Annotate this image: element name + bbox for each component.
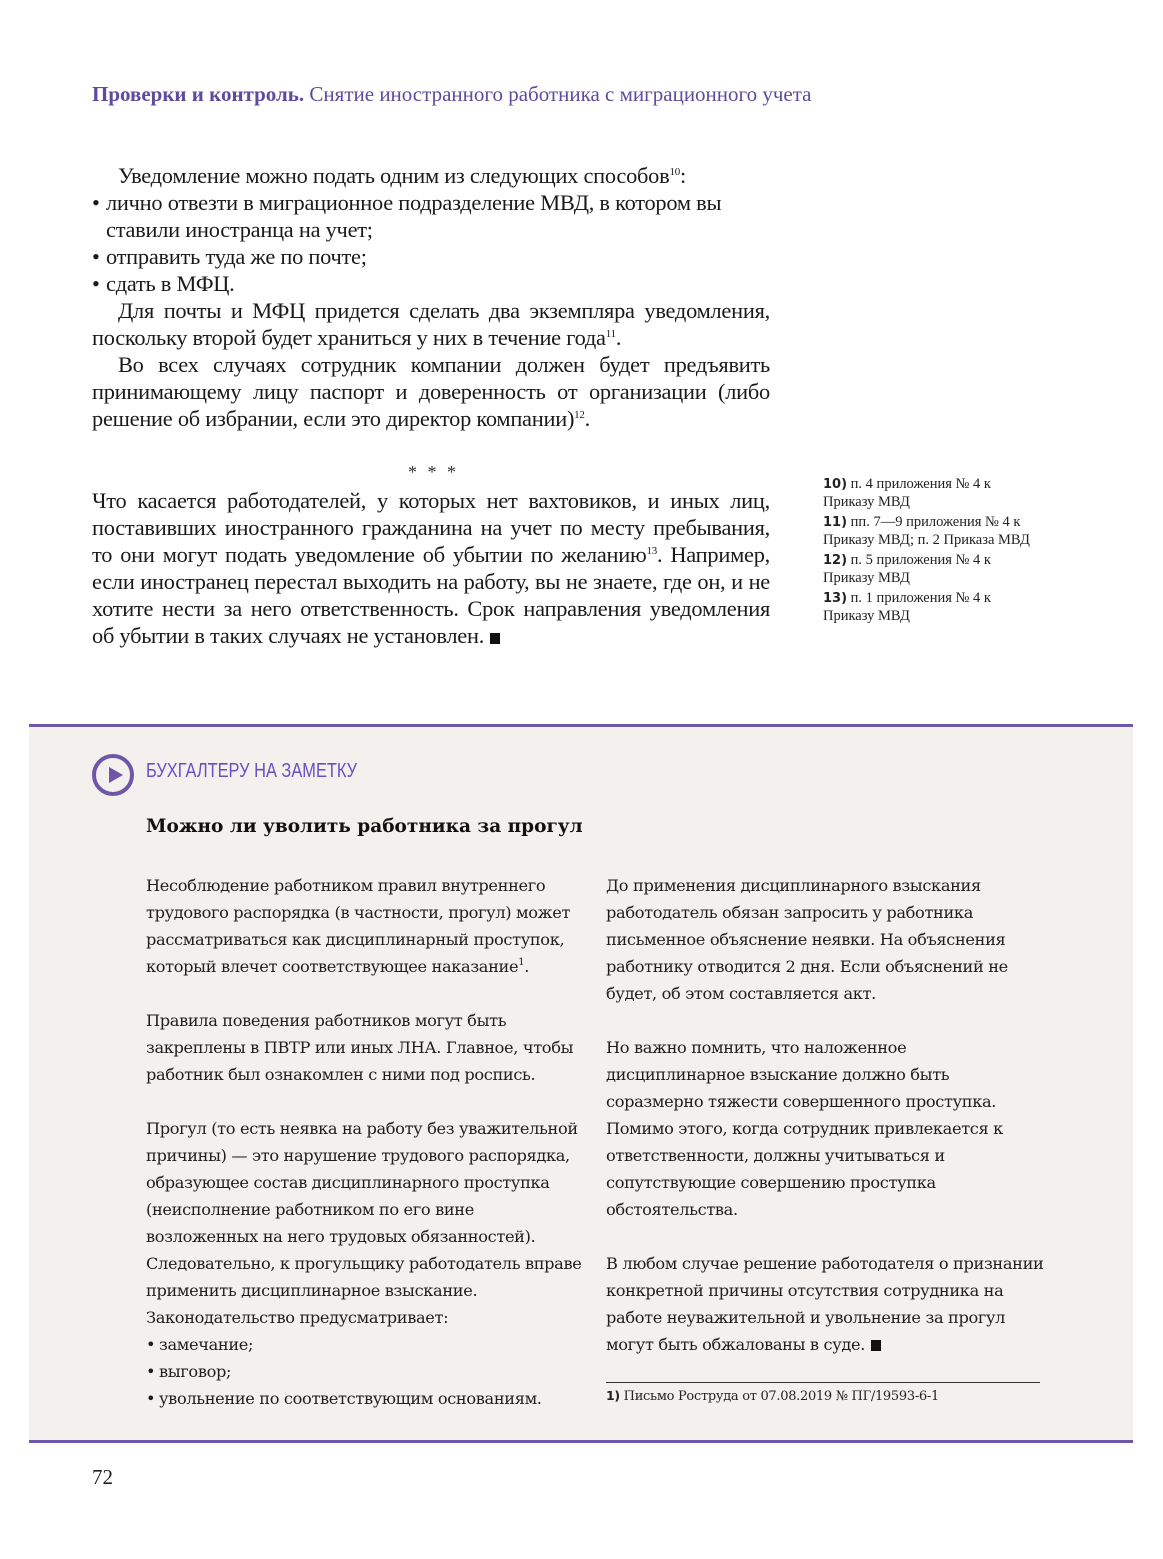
paragraph: Прогул (то есть неявка на работу без уважительной причины) — это нарушение трудового распорядка, образующее состав дисциплинарного проступка (неисполнение работником по его вине возложенных на него трудовых обязанностей). Следовательно, к прогульщику работодатель вправе применить дисциплинарное взыскание. Законодательство предусматривает: (146, 1119, 582, 1327)
footnote-ref[interactable]: 12 (574, 409, 585, 421)
running-head (92, 82, 812, 107)
footnote-ref[interactable]: 11 (605, 328, 616, 340)
section-separator: * * * (408, 462, 459, 482)
list-item: • лично отвезти в миграционное подразделение МВД, в котором вы ставили иностранца на учет; (92, 189, 770, 243)
paragraph: Для почты и МФЦ придется сделать два экземпляра уведомления, поскольку второй будет храниться у них в течение года$^{11}$. (92, 298, 770, 350)
list-item: • увольнение по соответствующим основаниям. (146, 1385, 586, 1412)
sidenote: 13) п. 1 приложения № 4 к Приказу МВД (823, 590, 991, 624)
end-mark-icon (871, 1340, 881, 1351)
paragraph: Во всех случаях сотрудник компании должен будет предъявить принимающему лицу паспорт и доверенность от организации (либо решение об избрании, если это директор компании)$^{12}$. (92, 352, 770, 431)
list-item: • сдать в МФЦ. (92, 270, 770, 297)
box-title: Можно ли уволить работника за прогул (146, 816, 583, 837)
footnote-ref[interactable]: 1 (518, 957, 525, 968)
paragraph-intro: Уведомление можно подать одним из следующих способов$^{10}$: (118, 163, 686, 188)
accountant-note-box (29, 724, 1133, 1443)
list-item: • отправить туда же по почте; (92, 243, 770, 270)
main-text-block-2 (92, 487, 770, 649)
methods-list (92, 189, 770, 297)
paragraph: Несоблюдение работником правил внутреннего трудового распорядка (в частности, прогул) может рассматриваться как дисциплинарный проступок, который влечет соответствующее наказание$^1$. (146, 876, 571, 976)
footnote-ref[interactable]: 10 (669, 166, 680, 178)
sidenotes (823, 476, 1038, 628)
footnote-divider (606, 1382, 1040, 1383)
box-column-left (146, 872, 586, 1412)
box-column-right (606, 872, 1046, 1358)
box-label: БУХГАЛТЕРУ НА ЗАМЕТКУ (146, 760, 358, 782)
paragraph: Правила поведения работников могут быть закреплены в ПВТР или иных ЛНА. Главное, чтобы работник был ознакомлен с ними под роспись. (146, 1011, 574, 1084)
article-title: Снятие иностранного работника с миграционного учета (309, 82, 812, 106)
play-circle-icon (92, 754, 134, 796)
main-text-block (92, 162, 770, 432)
footnote-ref[interactable]: 13 (646, 545, 657, 557)
box-footnote: 1) Письмо Роструда от 07.08.2019 № ПГ/19593-6-1 (606, 1388, 939, 1404)
paragraph: До применения дисциплинарного взыскания работодатель обязан запросить у работника письменное объяснение неявки. На объяснения работнику отводится 2 дня. Если объяснений не будет, об этом составляется акт. (606, 876, 1008, 1003)
paragraph: В любом случае решение работодателя о признании конкретной причины отсутствия сотрудника на работе неуважительной и увольнение за прогул могут быть обжалованы в суде. (606, 1254, 1044, 1354)
list-item: • выговор; (146, 1358, 586, 1385)
list-item: • замечание; (146, 1331, 586, 1358)
paragraph: Но важно помнить, что наложенное дисциплинарное взыскание должно быть соразмерно тяжести совершенного проступка. Помимо этого, когда сотрудник привлекается к ответственности, должны учитываться и сопутствующие совершению проступка обстоятельства. (606, 1038, 1003, 1219)
sidenote: 10) п. 4 приложения № 4 к Приказу МВД (823, 476, 991, 510)
sidenote: 11) пп. 7—9 приложения № 4 к Приказу МВД; п. 2 Приказа МВД (823, 514, 1030, 548)
penalties-list (146, 1331, 586, 1412)
paragraph: Что касается работодателей, у которых нет вахтовиков, и иных лиц, поставивших иностранного гражданина на учет по месту пребывания, то они могут подать уведомление об убытии по желанию$^{13}$. Например, если иностранец перестал выходить на работу, вы не знаете, где он, и не хотите нести за него ответственность. Срок направления уведомления об убытии в таких случаях не установлен. (92, 488, 770, 648)
section-title: Проверки и контроль. (92, 82, 305, 106)
page-number: 72 (92, 1465, 113, 1489)
end-mark-icon (490, 633, 500, 644)
sidenote: 12) п. 5 приложения № 4 к Приказу МВД (823, 552, 991, 586)
